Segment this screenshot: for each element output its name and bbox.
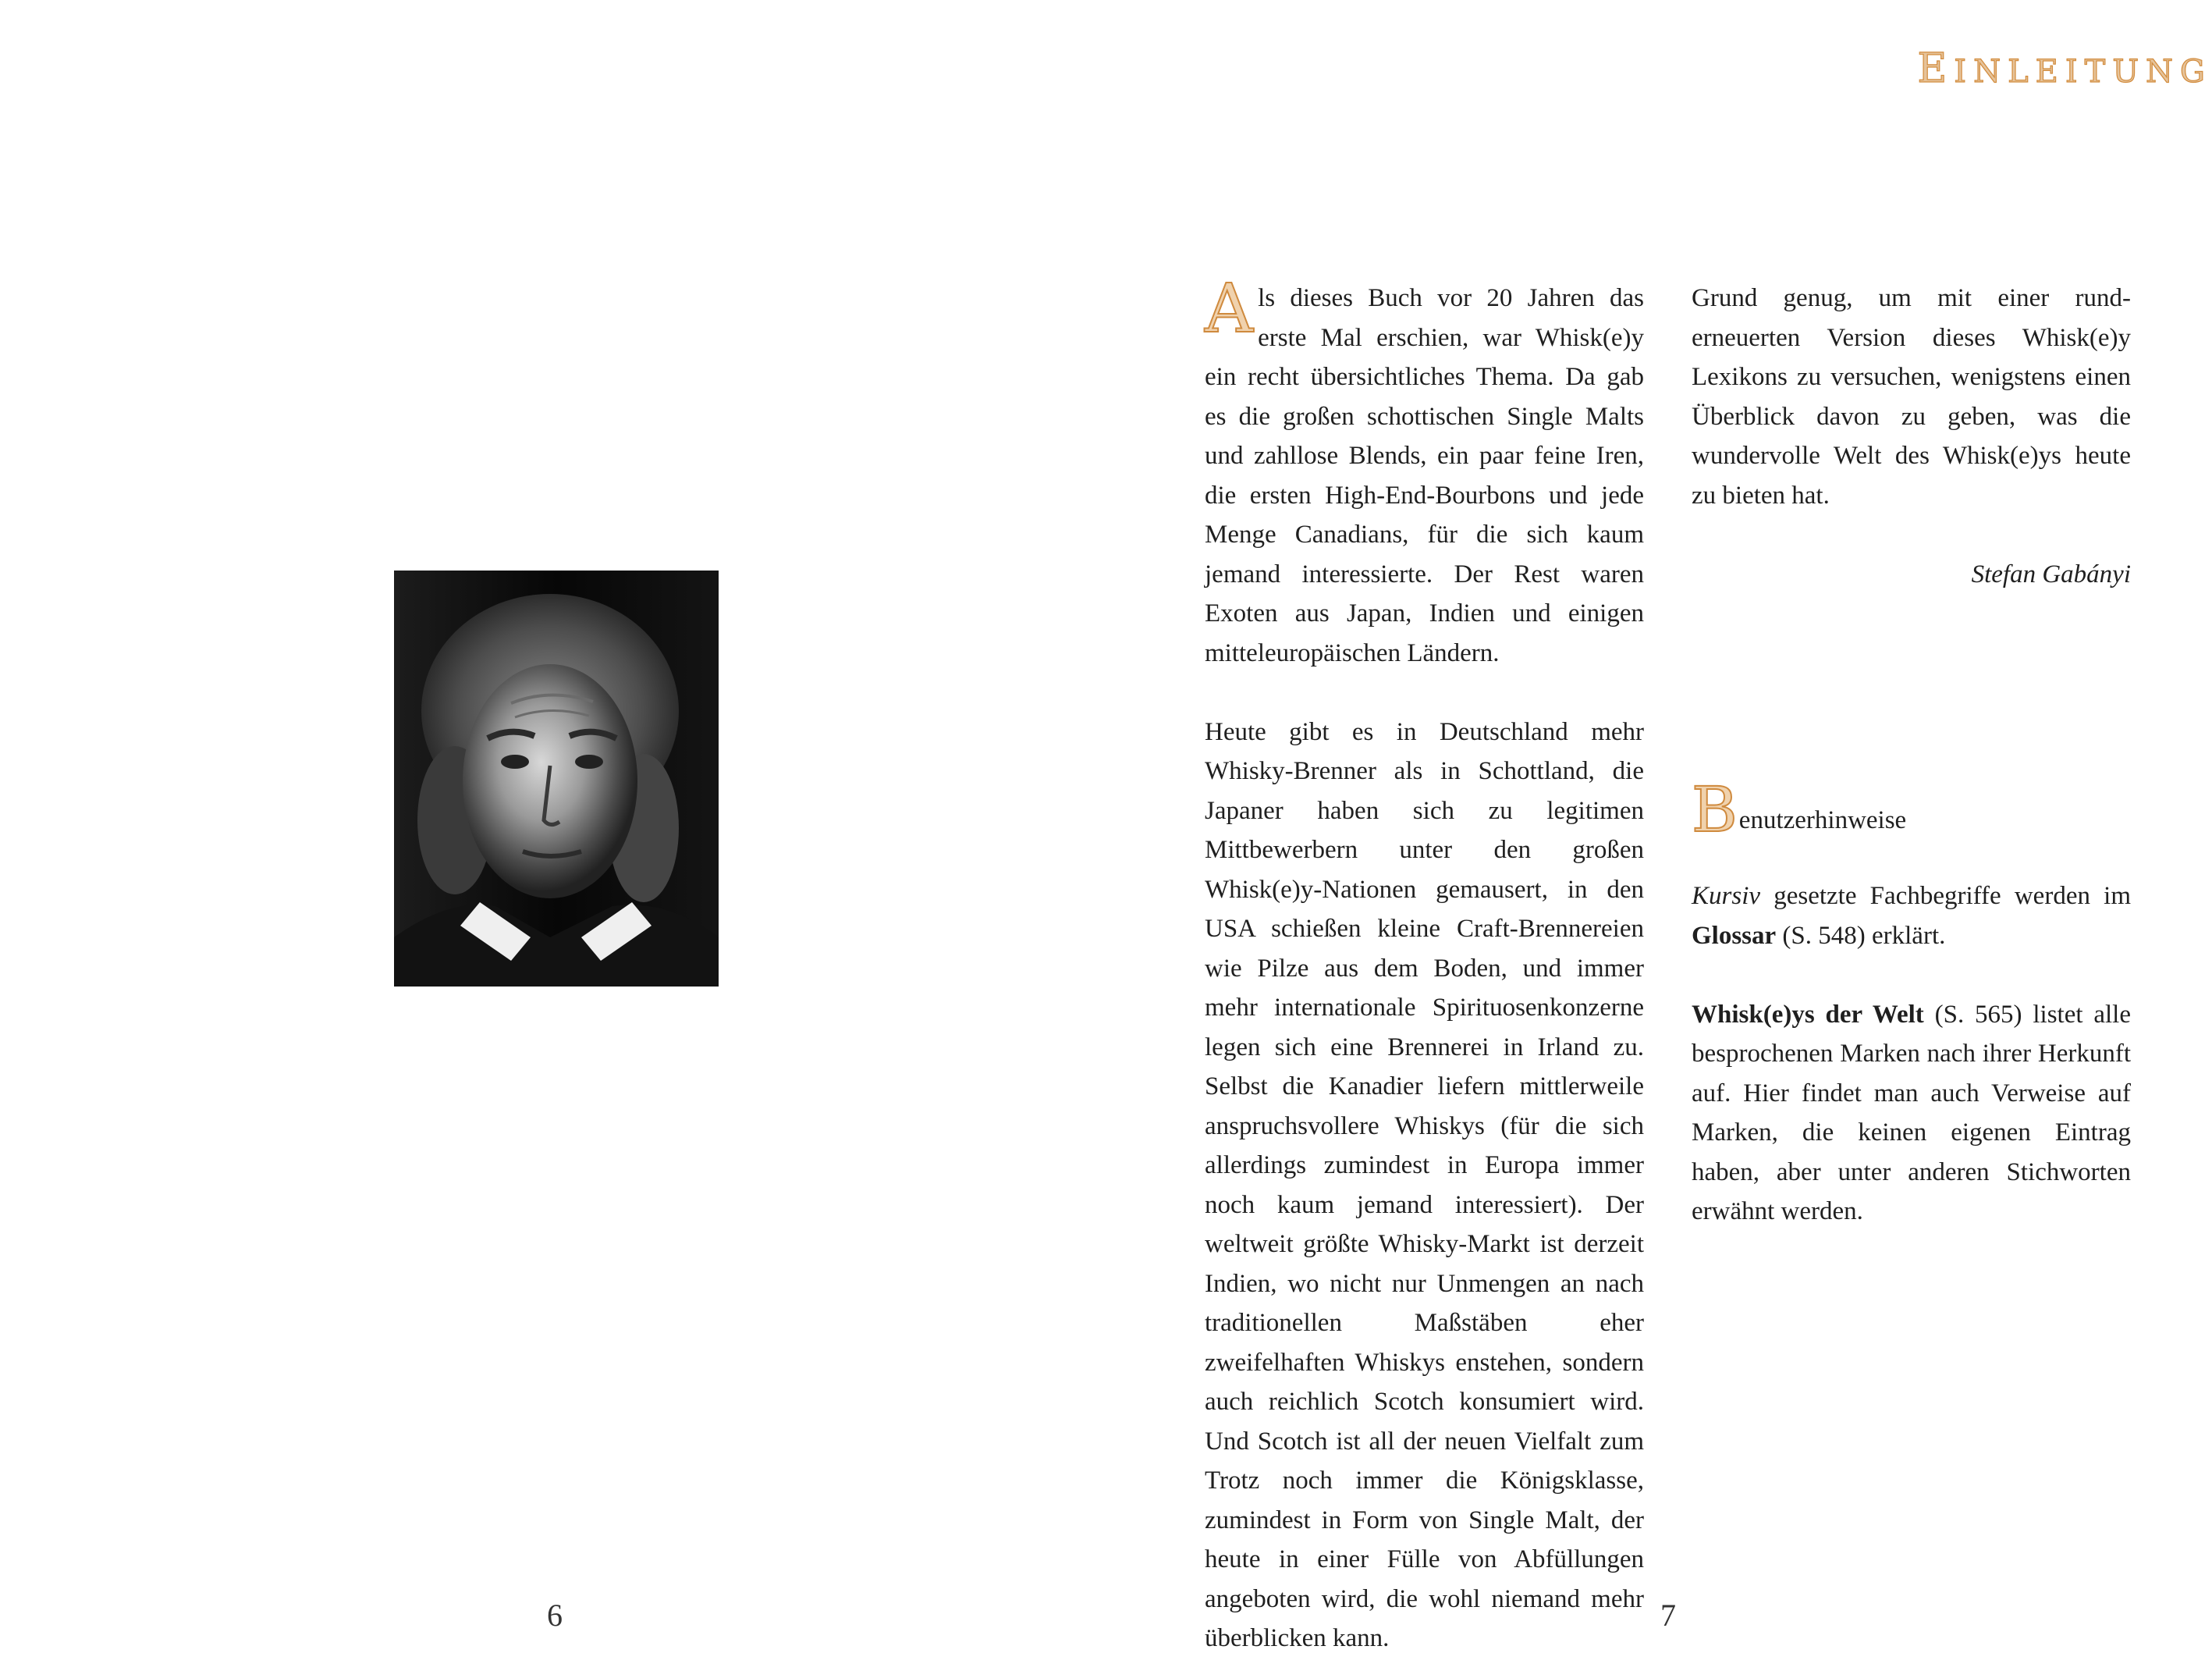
term-whiskeys-der-welt: Whisk(e)ys der Welt	[1692, 1000, 1924, 1029]
usage-note-1-mid: gesetzte Fachbegriffe werden im	[1760, 882, 2131, 910]
page-number-right: 7	[1660, 1598, 1676, 1633]
section-heading-usage	[1692, 773, 2131, 846]
dropcap-a: A	[1205, 270, 1254, 348]
running-head-initial: E	[1917, 45, 1955, 92]
usage-note-1-end: (S. 548) erklärt.	[1776, 921, 1946, 950]
usage-note-2	[1692, 995, 2131, 1232]
page-number-left: 6	[547, 1598, 563, 1633]
text-column-2	[1692, 279, 2131, 1232]
usage-note-2-end: (S. 565) listet alle besprochenen Marken nach ihrer Herkunft auf. Hier findet man auch Verweise auf Marken, die keinen eigenen Eintrag haben, aber unter anderen Stichworten erwähnt werden.	[1692, 1000, 2131, 1225]
text-column-1	[1205, 270, 1644, 1658]
intro-paragraph-1-text: ls dieses Buch vor 20 Jahren das erste Mal erschien, war Whisk(e)y ein recht übersichtliches Thema. Da gab es die großen schottischen Single Malts und zahllose Blends, ein paar feine Iren, die ersten High-End-Bourbons und jede Menge Canadians, für die sich kaum jemand interessierte. Der Rest waren Exoten aus Japan, Indien und einigen mitteleuropäischen Ländern.	[1205, 284, 1644, 667]
intro-paragraph-2: Heute gibt es in Deutschland mehr Whisky-Brenner als in Schottland, die Japaner haben sich zu legitimen Mittbewerbern unter den großen Whisk(e)y-Nationen gemausert, in den USA schießen kleine Craft-Brennereien wie Pilze aus dem Boden, und immer mehr internationale Spirituosenkonzerne legen sich eine Brennerei in Irland zu. Selbst die Kanadier liefern mittlerweile anspruchsvollere Whiskys (für die sich allerdings zumindest in Europa immer noch kaum jemand interessiert). Der weltweit größte Whisky-Markt ist derzeit Indien, wo nicht nur Unmengen an nach traditionellen Maßstäben eher zweifelhaften Whiskys enstehen, sondern auch reichlich Scotch konsumiert wird. Und Scotch ist all der neuen Vielfalt zum Trotz noch immer die Königsklasse, zumindest in Form von Single Malt, der heute in einer Fülle von Abfüllungen angeboten wird, die wohl niemand mehr überblicken kann.	[1205, 717, 1644, 1652]
author-portrait	[394, 571, 719, 987]
heading-initial-b: B	[1692, 773, 1738, 846]
intro-paragraph-3: Grund genug, um mit einer runderneuerten Version dieses Whisk(e)y Lexikons zu versuchen, wenigstens einen Überblick davon zu geben, was die wundervolle Welt des Whisk(e)ys heute zu bieten hat.	[1692, 284, 2131, 510]
author-signature: Stefan Gabányi	[1971, 560, 2131, 588]
term-glossar: Glossar	[1692, 921, 1777, 950]
portrait-photo	[394, 571, 719, 987]
heading-text: enutzerhinweise	[1738, 806, 1907, 834]
term-kursiv: Kursiv	[1692, 882, 1761, 910]
running-head-rest: INLEITUNG	[1954, 54, 2212, 90]
intro-paragraph-1	[1205, 270, 1644, 673]
usage-note-1	[1692, 876, 2131, 955]
